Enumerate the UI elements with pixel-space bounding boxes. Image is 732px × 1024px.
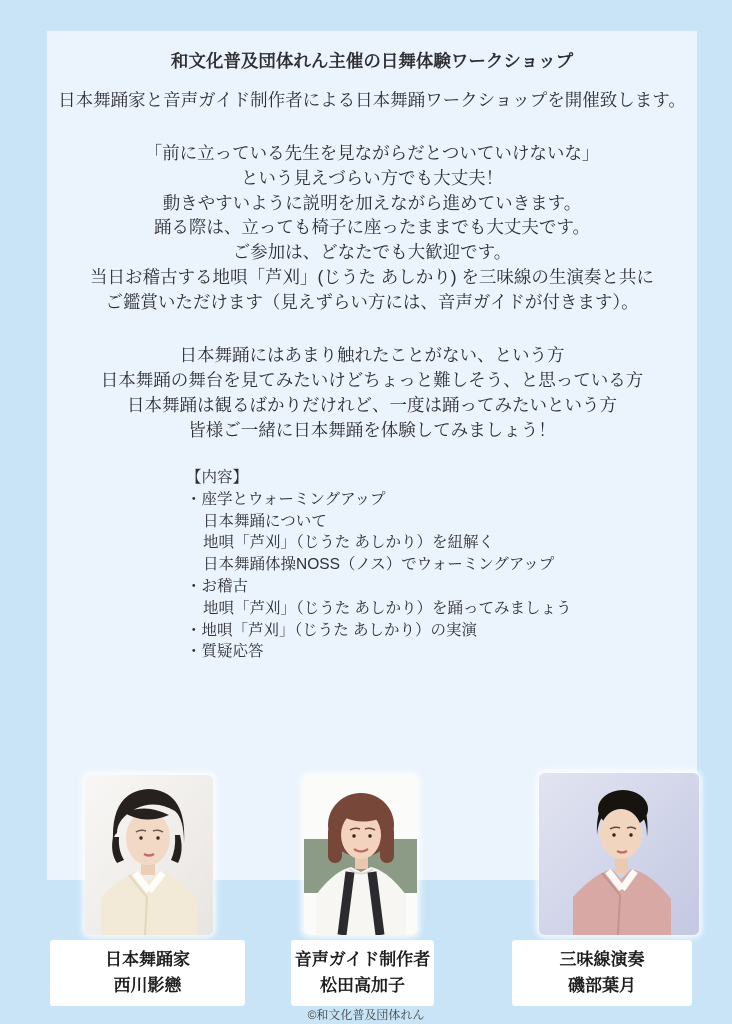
portrait-illustration — [539, 773, 699, 935]
invite-paragraph — [47, 343, 697, 443]
speaker-label-matsuda — [291, 940, 434, 1006]
body-line: という見えづらい方でも大丈夫！ — [240, 167, 504, 188]
body-line: ご鑑賞いただけます（見えずらい方には、音声ガイドが付きます）。 — [105, 291, 639, 312]
invite-line: 日本舞踊は観るばかりだけれど、一度は踊ってみたいという方 — [127, 395, 617, 415]
contents-subitem: 日本舞踊体操NOSS（ノス）でウォーミングアップ — [203, 556, 555, 574]
contents-item: ・質疑応答 — [186, 643, 264, 661]
contents-item: ・座学とウォーミングアップ — [186, 490, 386, 508]
contents-item: ・地唄「芦刈」（じうた あしかり）の実演 — [186, 621, 478, 639]
speaker-label-isobe — [512, 940, 692, 1006]
body-paragraph — [47, 141, 697, 315]
speaker-label-nishikawa — [50, 940, 245, 1006]
invite-line: 日本舞踊にはあまり触れたことがない、という方 — [179, 345, 565, 365]
portrait-illustration — [85, 775, 213, 935]
contents-subitem: 日本舞踊について — [203, 512, 327, 530]
speaker-role: 三味線演奏 — [559, 950, 645, 969]
page-title: 和文化普及団体れん主催の日舞体験ワークショップ — [170, 51, 574, 71]
body-line: 「前に立っている先生を見ながらだとついていけないな」 — [144, 143, 600, 163]
intro-text: 日本舞踊家と音声ガイド制作者による日本舞踊ワークショップを開催致します。 — [58, 90, 686, 110]
contents-heading: 【内容】 — [186, 469, 249, 486]
invite-line: 日本舞踊の舞台を見てみたいけどちょっと難しそう、と思っている方 — [100, 370, 644, 390]
body-line: ご参加は、どなたでも大歓迎です。 — [232, 242, 512, 263]
speaker-name: 西川影戀 — [113, 976, 182, 995]
copyright-credit: ©和文化普及団体れん — [307, 1008, 425, 1022]
portrait-illustration — [304, 775, 417, 935]
contents-list — [186, 467, 666, 663]
speaker-role: 音声ガイド制作者 — [294, 950, 431, 969]
speaker-name: 松田高加子 — [320, 976, 405, 995]
speaker-photo-matsuda — [304, 775, 417, 935]
body-line: 踊る際は、立っても椅子に座ったままでも大丈夫です。 — [153, 217, 591, 238]
contents-subitem: 地唄「芦刈」（じうた あしかり）を紐解く — [203, 534, 495, 552]
body-line: 当日お稽古する地唄「芦刈」(じうた あしかり) を三味線の生演奏と共に — [90, 266, 654, 287]
speaker-photo-isobe — [539, 773, 699, 935]
speaker-photo-nishikawa — [85, 775, 213, 935]
speaker-role: 日本舞踊家 — [105, 950, 190, 969]
speaker-name: 磯部葉月 — [568, 976, 636, 995]
contents-item: ・お稽古 — [186, 577, 249, 595]
body-line: 動きやすいように説明を加えながら進めていきます。 — [162, 192, 582, 213]
invite-line: 皆様ご一緒に日本舞踊を体験してみましょう！ — [188, 420, 556, 440]
contents-subitem: 地唄「芦刈」（じうた あしかり）を踊ってみましょう — [203, 599, 572, 617]
